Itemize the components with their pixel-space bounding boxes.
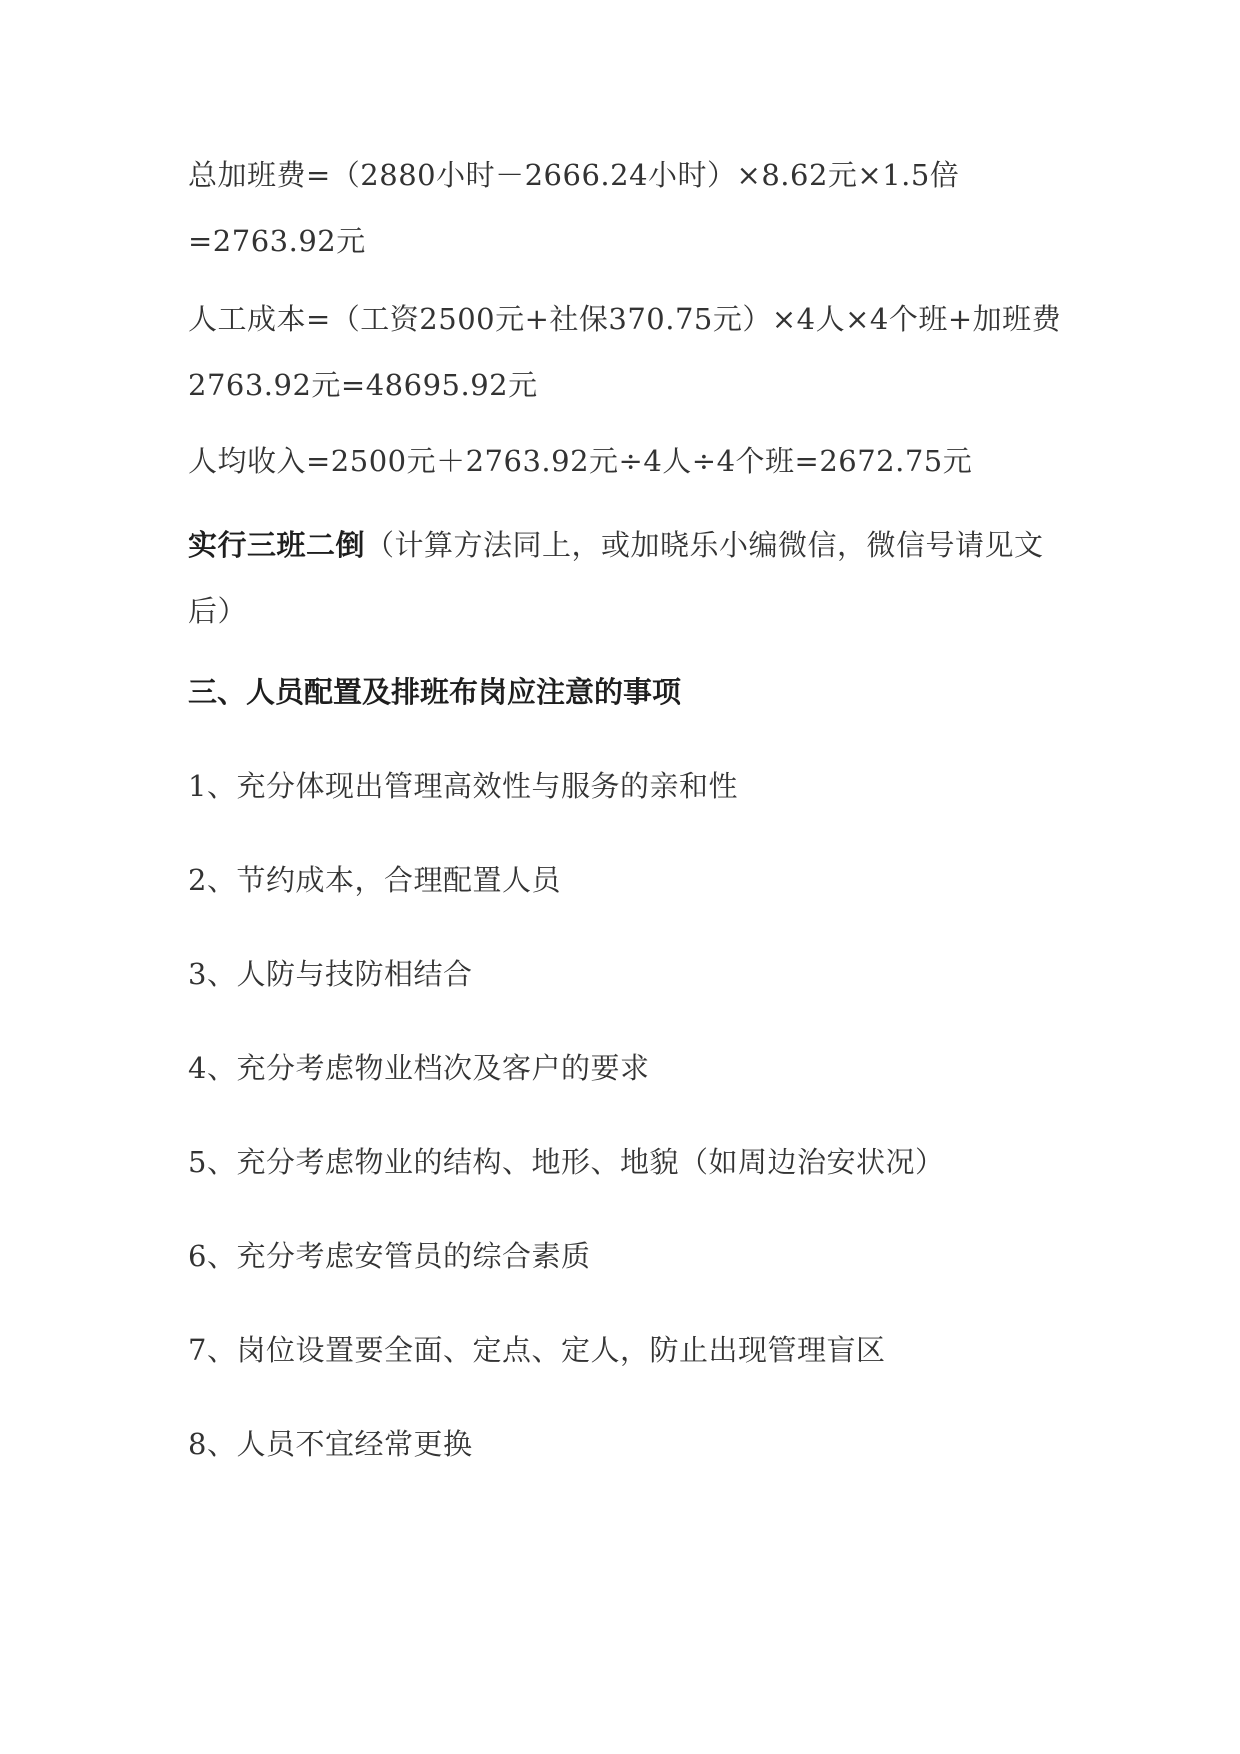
list-item: 7、岗位设置要全面、定点、定人，防止出现管理盲区 <box>188 1333 886 1367</box>
paragraph-labor-cost: 人工成本=（工资2500元+社保370.75元）×4人×4个班+加班费2763.92元=48695.92元 <box>188 302 1062 402</box>
paragraph-average-income: 人均收入=2500元＋2763.92元÷4人÷4个班=2672.75元 <box>188 444 973 478</box>
list-item: 5、充分考虑物业的结构、地形、地貌（如周边治安状况） <box>188 1145 945 1179</box>
section-heading: 三、人员配置及排班布岗应注意的事项 <box>188 675 682 709</box>
paragraph-overtime-total: 总加班费=（2880小时－2666.24小时）×8.62元×1.5倍=2763.92元 <box>188 158 960 258</box>
three-shift-note: （计算方法同上，或加晓乐小编微信，微信号请见文后） <box>188 528 1044 628</box>
list-item: 4、充分考虑物业档次及客户的要求 <box>188 1051 650 1085</box>
paragraph-three-shift <box>188 512 1068 644</box>
list-item: 6、充分考虑安管员的综合素质 <box>188 1239 591 1273</box>
list-item: 8、人员不宜经常更换 <box>188 1427 473 1461</box>
list-item: 1、充分体现出管理高效性与服务的亲和性 <box>188 769 738 803</box>
list-item: 3、人防与技防相结合 <box>188 957 473 991</box>
three-shift-label: 实行三班二倒 <box>188 528 366 562</box>
list-item: 2、节约成本，合理配置人员 <box>188 863 561 897</box>
